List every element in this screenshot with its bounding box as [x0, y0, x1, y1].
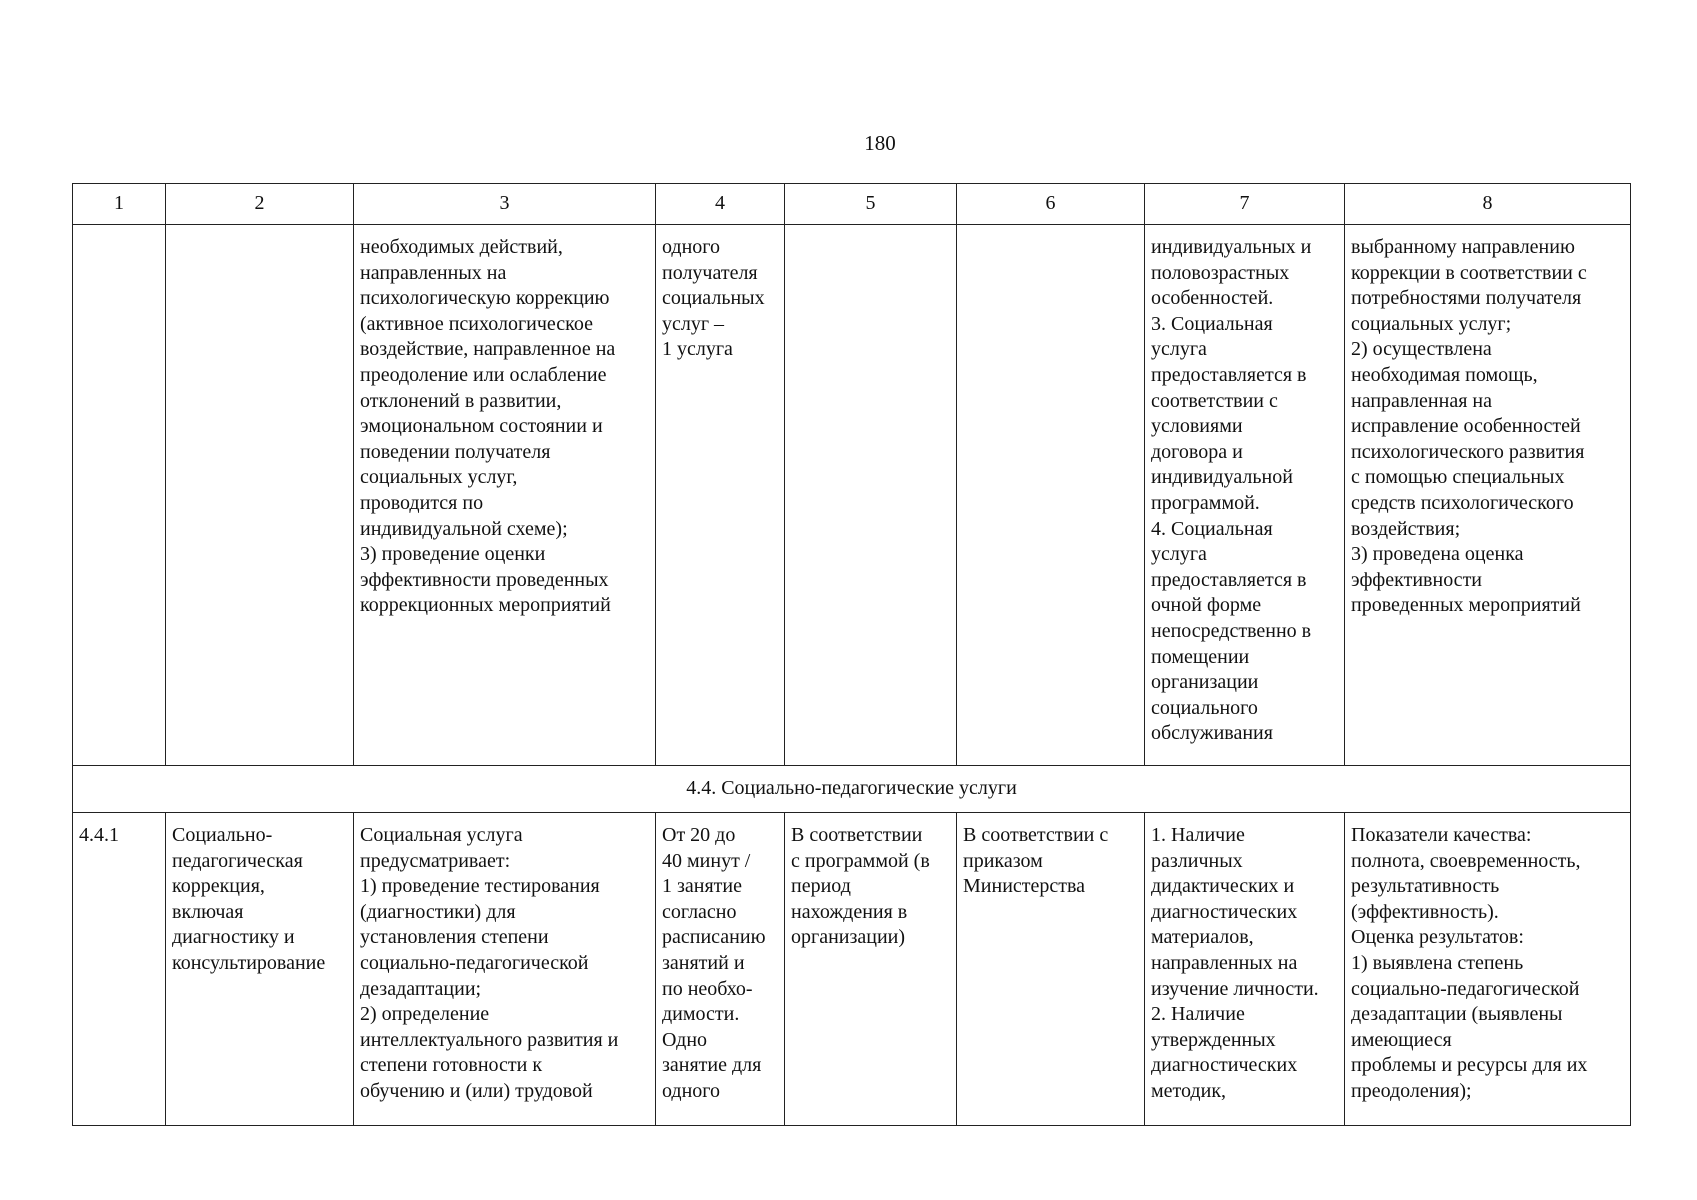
cell-text-line: (активное психологическое: [360, 312, 593, 335]
cell-cost: [957, 225, 1145, 766]
column-header-8: 8: [1345, 184, 1631, 225]
cell-text-line: диагностических: [1151, 900, 1298, 923]
cell-text-line: организации): [791, 926, 906, 949]
cell-text-line: социально-педагогической: [360, 951, 589, 974]
cell-text-line: преодоления);: [1351, 1079, 1472, 1102]
cell-text-line: включая: [172, 900, 244, 923]
cell-text-line: дезадаптации (выявлены: [1351, 1003, 1563, 1026]
cell-text-line: направленная на: [1351, 389, 1492, 412]
cell-text-line: услуга: [1151, 543, 1207, 566]
cell-conditions: [1145, 225, 1345, 766]
cell-text-line: эмоциональном состоянии и: [360, 415, 603, 438]
column-header-2: 2: [166, 184, 354, 225]
cell-text-line: коррекция,: [172, 875, 265, 898]
cell-text-line: коррекции в соответствии с: [1351, 261, 1587, 284]
cell-text-line: организации: [1151, 671, 1259, 694]
header-row: [73, 184, 1631, 225]
cell-text-line: 2) осуществлена: [1351, 338, 1492, 361]
cell-cost: [957, 813, 1145, 1126]
cell-text-line: соответствии с: [1151, 389, 1278, 412]
cell-duration: [656, 813, 785, 1126]
cell-period: [785, 225, 957, 766]
cell-text-line: 2. Наличие: [1151, 1003, 1245, 1026]
cell-text-line: особенностей.: [1151, 287, 1274, 310]
cell-text-line: 1 занятие: [662, 875, 742, 898]
cell-text-line: предусматривает:: [360, 849, 511, 872]
cell-text-line: 1) проведение тестирования: [360, 875, 600, 898]
cell-text-line: Министерства: [963, 875, 1086, 898]
cell-text-line: диагностику и: [172, 926, 295, 949]
cell-text-line: консультирование: [172, 951, 326, 974]
cell-text-line: обслуживания: [1151, 722, 1273, 745]
cell-conditions: [1145, 813, 1345, 1126]
cell-text-line: социальных: [662, 287, 765, 310]
cell-text-line: дидактических и: [1151, 875, 1295, 898]
cell-text-line: предоставляется в: [1151, 363, 1307, 386]
cell-text-line: коррекционных мероприятий: [360, 594, 611, 617]
cell-text-line: педагогическая: [172, 849, 303, 872]
cell-text-line: отклонений в развитии,: [360, 389, 562, 412]
cell-text-line: потребностями получателя: [1351, 287, 1582, 310]
cell-quality: [1345, 225, 1631, 766]
cell-text-line: 3) проведена оценка: [1351, 543, 1524, 566]
cell-text-line: Социальная услуга: [360, 824, 523, 846]
cell-text-line: помещении: [1151, 645, 1250, 668]
cell-text-line: 2) определение: [360, 1003, 490, 1026]
cell-text-line: одного: [662, 1079, 721, 1102]
cell-text-line: социально-педагогической: [1351, 977, 1580, 1000]
cell-text-line: воздействие, направленное на: [360, 338, 616, 361]
cell-text-line: психологическую коррекцию: [360, 287, 610, 310]
cell-text-line: индивидуальной схеме);: [360, 517, 568, 540]
cell-text-line: услуг –: [662, 312, 725, 335]
cell-text-line: психологического развития: [1351, 440, 1585, 463]
cell-text-line: Социально-: [172, 824, 273, 846]
cell-text-line: изучение личности.: [1151, 977, 1319, 1000]
column-header-6: 6: [957, 184, 1145, 225]
cell-text-line: непосредственно в: [1151, 619, 1312, 642]
cell-text-line: предоставляется в: [1151, 568, 1307, 591]
cell-text-line: 4.4.1: [79, 824, 119, 846]
cell-description: [354, 813, 656, 1126]
column-header-5: 5: [785, 184, 957, 225]
cell-text-line: 40 минут /: [662, 849, 751, 872]
cell-period: [785, 813, 957, 1126]
cell-text-line: проведенных мероприятий: [1351, 594, 1581, 617]
cell-text-line: 3. Социальная: [1151, 312, 1273, 335]
cell-text-line: димости.: [662, 1003, 740, 1026]
cell-text-line: Показатели качества:: [1351, 824, 1532, 846]
table-row-continuation: [73, 225, 1631, 766]
cell-text-line: В соответствии с: [963, 824, 1109, 846]
cell-text-line: направленных на: [360, 261, 507, 284]
cell-text-line: приказом: [963, 849, 1043, 872]
cell-text-line: занятие для: [662, 1054, 762, 1077]
cell-text-line: утвержденных: [1151, 1028, 1276, 1051]
cell-text-line: социальных услуг;: [1351, 312, 1512, 335]
cell-text-line: (эффективность).: [1351, 900, 1499, 923]
cell-text-line: период: [791, 875, 851, 898]
cell-text-line: проводится по: [360, 491, 484, 514]
cell-text-line: по необхо-: [662, 977, 753, 1000]
cell-text-line: методик,: [1151, 1079, 1227, 1102]
cell-text-line: различных: [1151, 849, 1243, 872]
cell-text-line: услуга: [1151, 338, 1207, 361]
cell-text-line: интеллектуального развития и: [360, 1028, 619, 1051]
cell-text-line: индивидуальных и: [1151, 236, 1312, 258]
cell-text-line: с программой (в: [791, 849, 930, 872]
cell-text-line: 1) выявлена степень: [1351, 951, 1524, 974]
column-header-1: 1: [73, 184, 166, 225]
cell-duration: [656, 225, 785, 766]
cell-description: [354, 225, 656, 766]
cell-text-line: с помощью специальных: [1351, 466, 1565, 489]
cell-text-line: установления степени: [360, 926, 549, 949]
cell-text-line: диагностических: [1151, 1054, 1298, 1077]
cell-text-line: материалов,: [1151, 926, 1254, 949]
cell-text-line: необходимых действий,: [360, 236, 563, 258]
cell-text-line: исправление особенностей: [1351, 415, 1581, 438]
cell-text-line: Оценка результатов:: [1351, 926, 1524, 949]
cell-text-line: От 20 до: [662, 824, 736, 846]
cell-service-name: [166, 813, 354, 1126]
cell-text-line: договора и: [1151, 440, 1243, 463]
cell-text-line: преодоление или ослабление: [360, 363, 607, 386]
cell-text-line: эффективности проведенных: [360, 568, 609, 591]
cell-service-name: [166, 225, 354, 766]
cell-text-line: 1. Наличие: [1151, 824, 1245, 846]
cell-text-line: воздействия;: [1351, 517, 1461, 540]
cell-text-line: необходимая помощь,: [1351, 363, 1538, 386]
cell-text-line: степени готовности к: [360, 1054, 543, 1077]
cell-text-line: проблемы и ресурсы для их: [1351, 1054, 1588, 1077]
cell-text-line: имеющиеся: [1351, 1028, 1452, 1051]
cell-text-line: (диагностики) для: [360, 900, 516, 923]
cell-text-line: 4. Социальная: [1151, 517, 1273, 540]
cell-text-line: условиями: [1151, 415, 1243, 438]
cell-text-line: поведении получателя: [360, 440, 551, 463]
cell-text-line: программой.: [1151, 491, 1260, 514]
cell-text-line: очной форме: [1151, 594, 1262, 617]
cell-number: [73, 813, 166, 1126]
cell-text-line: 1 услуга: [662, 338, 733, 361]
cell-quality: [1345, 813, 1631, 1126]
cell-text-line: социальных услуг,: [360, 466, 518, 489]
cell-text-line: выбранному направлению: [1351, 236, 1575, 258]
cell-text-line: обучению и (или) трудовой: [360, 1079, 593, 1102]
cell-text-line: Одно: [662, 1028, 708, 1051]
cell-text-line: результативность: [1351, 875, 1500, 898]
cell-text-line: нахождения в: [791, 900, 908, 923]
cell-text-line: расписанию: [662, 926, 766, 949]
cell-text-line: дезадаптации;: [360, 977, 482, 1000]
cell-text-line: направленных на: [1151, 951, 1298, 974]
cell-text-line: одного: [662, 236, 721, 258]
cell-text-line: средств психологического: [1351, 491, 1574, 514]
cell-number: [73, 225, 166, 766]
cell-text-line: занятий и: [662, 951, 745, 974]
cell-text-line: согласно: [662, 900, 737, 923]
cell-text-line: 3) проведение оценки: [360, 543, 546, 566]
column-header-7: 7: [1145, 184, 1345, 225]
section-title: 4.4. Социально-педагогические услуги: [73, 766, 1631, 813]
cell-text-line: эффективности: [1351, 568, 1483, 591]
table-row-4-4-1: [73, 813, 1631, 1126]
section-header-row: [73, 766, 1631, 813]
services-table: [72, 183, 1631, 1126]
page-number: 180: [864, 131, 896, 155]
cell-text-line: полнота, своевременность,: [1351, 849, 1581, 872]
cell-text-line: получателя: [662, 261, 758, 284]
column-header-4: 4: [656, 184, 785, 225]
cell-text-line: индивидуальной: [1151, 466, 1293, 489]
cell-text-line: В соответствии: [791, 824, 923, 846]
cell-text-line: социального: [1151, 696, 1258, 719]
column-header-3: 3: [354, 184, 656, 225]
cell-text-line: половозрастных: [1151, 261, 1290, 284]
